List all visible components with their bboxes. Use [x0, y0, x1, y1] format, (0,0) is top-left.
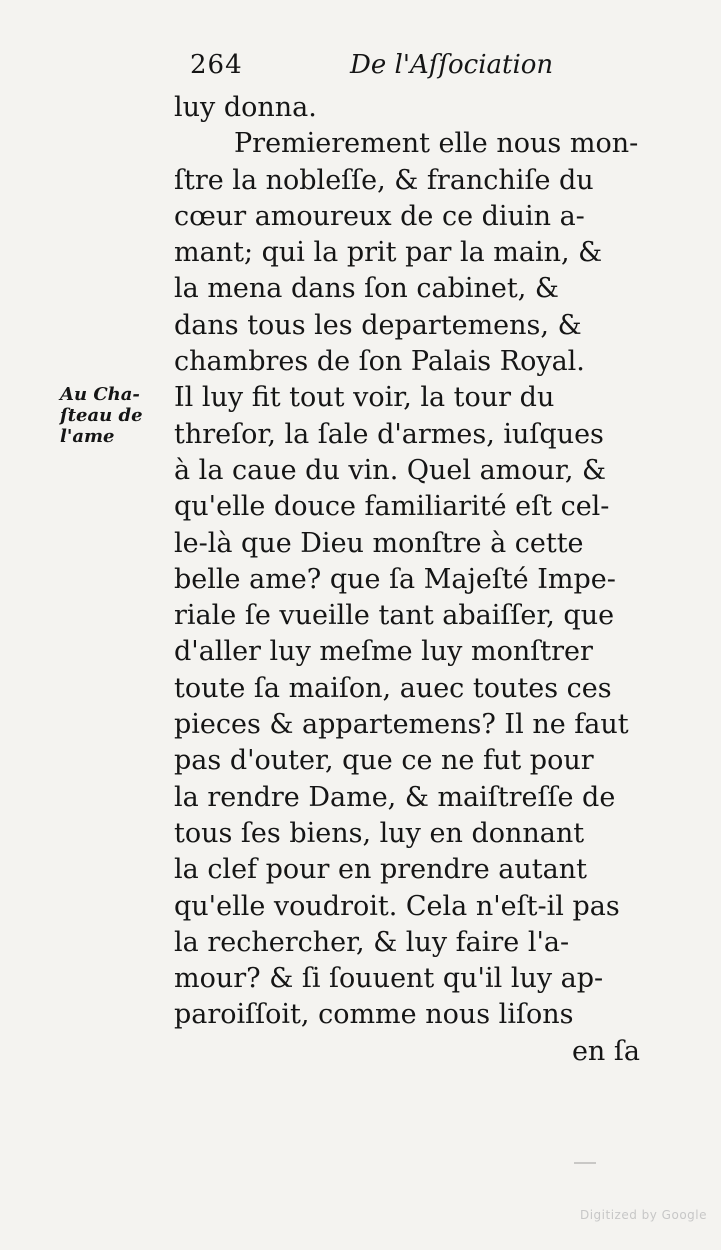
text-line: pieces & appartemens? Il ne faut [174, 709, 629, 741]
margin-note-line: Au Cha- [60, 384, 140, 405]
digitization-watermark: Digitized by Google [579, 1208, 707, 1222]
text-line: Premierement elle nous mon- [234, 128, 639, 160]
text-line: la rendre Dame, & maiſtreſſe de [174, 781, 616, 813]
text-line: threſor, la ſale d'armes, iuſques [174, 418, 604, 450]
page-mark [574, 1162, 596, 1164]
text-line: tous ſes biens, luy en donnant [174, 817, 585, 849]
text-line: chambres de ſon Palais Royal. [174, 346, 585, 378]
running-title: De l'Aſſociation [350, 50, 554, 80]
main-text [174, 90, 640, 1070]
text-line: paroiſſoit, comme nous liſons [174, 999, 574, 1031]
text-line: toute ſa maiſon, auec toutes ces [174, 672, 612, 704]
margin-note [60, 384, 155, 447]
text-line: qu'elle voudroit. Cela n'eſt-il pas [174, 890, 620, 922]
text-line: à la caue du vin. Quel amour, & [174, 454, 607, 486]
page-number: 264 [190, 50, 243, 80]
text-line: luy donna. [174, 92, 317, 123]
text-line: belle ame? que ſa Majeſté Impe- [174, 563, 616, 595]
text-line: ſtre la nobleſſe, & franchiſe du [174, 164, 594, 196]
text-line: d'aller luy meſme luy monſtrer [174, 636, 593, 668]
page-header [190, 50, 600, 90]
margin-note-line: ſteau de [60, 405, 143, 426]
text-line: pas d'outer, que ce ne fut pour [174, 745, 594, 777]
text-line: dans tous les departemens, & [174, 309, 582, 341]
text-line: Il luy fit tout voir, la tour du [174, 382, 555, 414]
text-line: la clef pour en prendre autant [174, 854, 587, 886]
text-line: le-là que Dieu monſtre à cette [174, 527, 584, 559]
text-line: cœur amoureux de ce diuin a- [174, 200, 585, 232]
margin-note-line: l'ame [60, 426, 115, 447]
text-line: qu'elle douce familiarité eſt cel- [174, 491, 610, 523]
text-line: la mena dans ſon cabinet, & [174, 273, 559, 305]
text-line: riale ſe vueille tant abaiſſer, que [174, 600, 615, 632]
text-line: mant; qui la prit par la main, & [174, 237, 603, 269]
text-line: la rechercher, & luy faire l'a- [174, 926, 570, 958]
text-line: mour? & ſi ſouuent qu'il luy ap- [174, 963, 604, 995]
catchword: en ſa [571, 1035, 640, 1067]
